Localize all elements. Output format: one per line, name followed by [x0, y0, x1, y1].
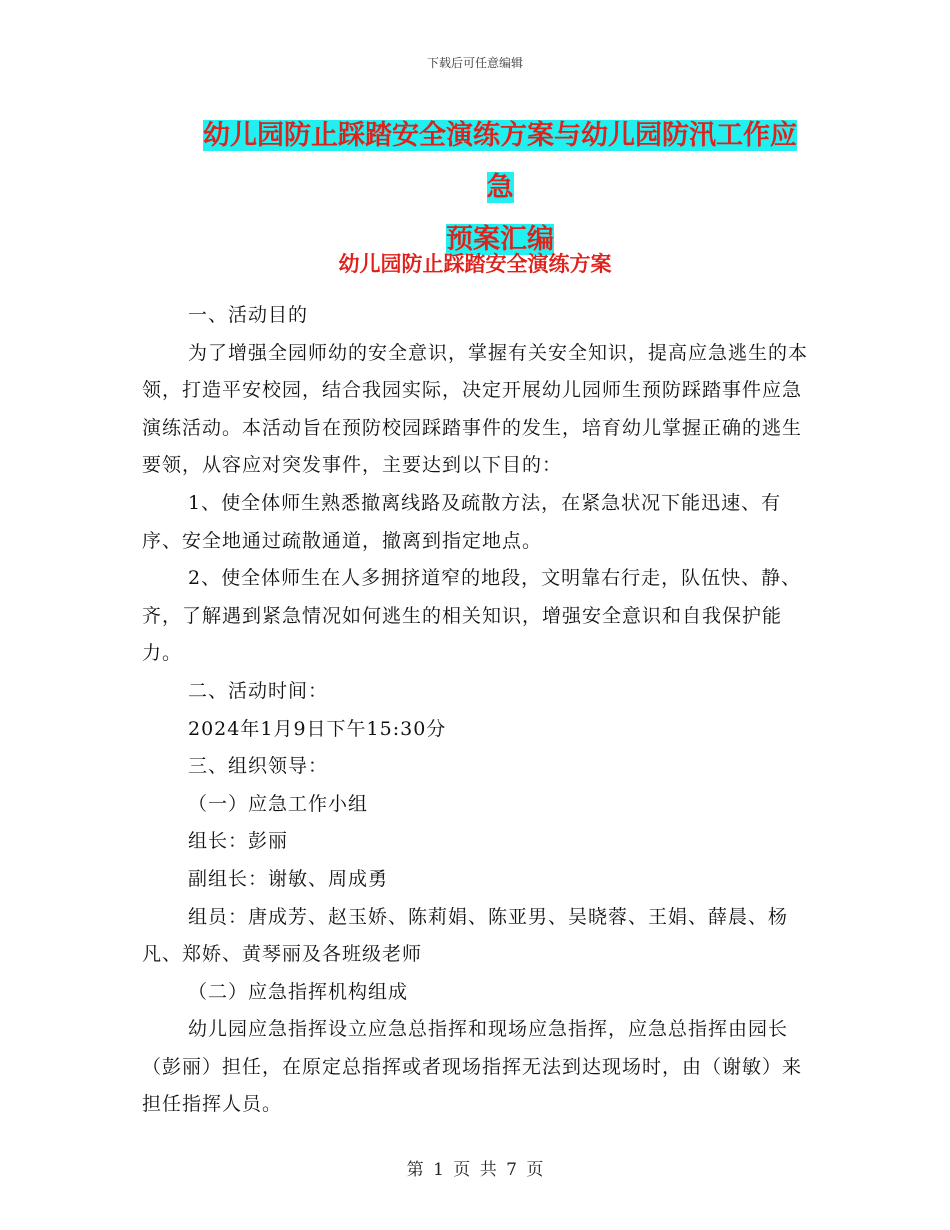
paragraph-deputy: 副组长：谢敏、周成勇: [188, 867, 389, 890]
heading-purpose: 一、活动目的: [188, 304, 309, 326]
paragraph-leader: 组长：彭丽: [188, 830, 289, 853]
paragraph-command: 幼儿园应急指挥设立应急总指挥和现场应急指挥，应急总指挥由园长（彭丽）担任，在原定总指挥或者现场指挥无法到达现场时，由（谢敏）来担任指挥人员。: [142, 1018, 803, 1116]
paragraph-time: 2024年1月9日下午15:30分: [188, 717, 447, 740]
heading-time: 二、活动时间：: [188, 679, 329, 702]
page-number: 第 1 页 共 7 页: [406, 1160, 544, 1180]
document-title: [190, 110, 810, 266]
heading-leadership: 三、组织领导：: [188, 755, 329, 778]
title-line-2: 预案汇编: [446, 224, 554, 255]
paragraph-intro: 为了增强全园师幼的安全意识，掌握有关安全知识，提高应急逃生的本领，打造平安校园，结合我园实际，决定开展幼儿园师生预防踩踏事件应急演练活动。本活动旨在预防校园踩踏事件的发生，培育幼儿掌握正确的逃生要领，从容应对突发事件，主要达到以下目的：: [142, 341, 809, 477]
paragraph-goal-1: 1、使全体师生熟悉撤离线路及疏散方法，在紧急状况下能迅速、有序、安全地通过疏散通道，撤离到指定地点。: [142, 491, 782, 552]
heading-working-group: （一）应急工作小组: [188, 792, 369, 815]
header-note: 下载后可任意编辑: [426, 56, 523, 70]
heading-command: （二）应急指挥机构组成: [188, 980, 409, 1003]
section-title: 幼儿园防止踩踏安全演练方案: [338, 251, 612, 276]
title-line-1: 幼儿园防止踩踏安全演练方案与幼儿园防汛工作应急: [203, 120, 797, 203]
document-body: [142, 297, 812, 1124]
paragraph-goal-2: 2、使全体师生在人多拥挤道窄的地段，文明靠右行走，队伍快、静、齐，了解遇到紧急情况如何逃生的相关知识，增强安全意识和自我保护能力。: [142, 567, 802, 665]
paragraph-members: 组员：唐成芳、赵玉娇、陈莉娟、陈亚男、吴晓蓉、王娟、薛晨、杨凡、郑娇、黄琴丽及各班级老师: [142, 905, 789, 966]
